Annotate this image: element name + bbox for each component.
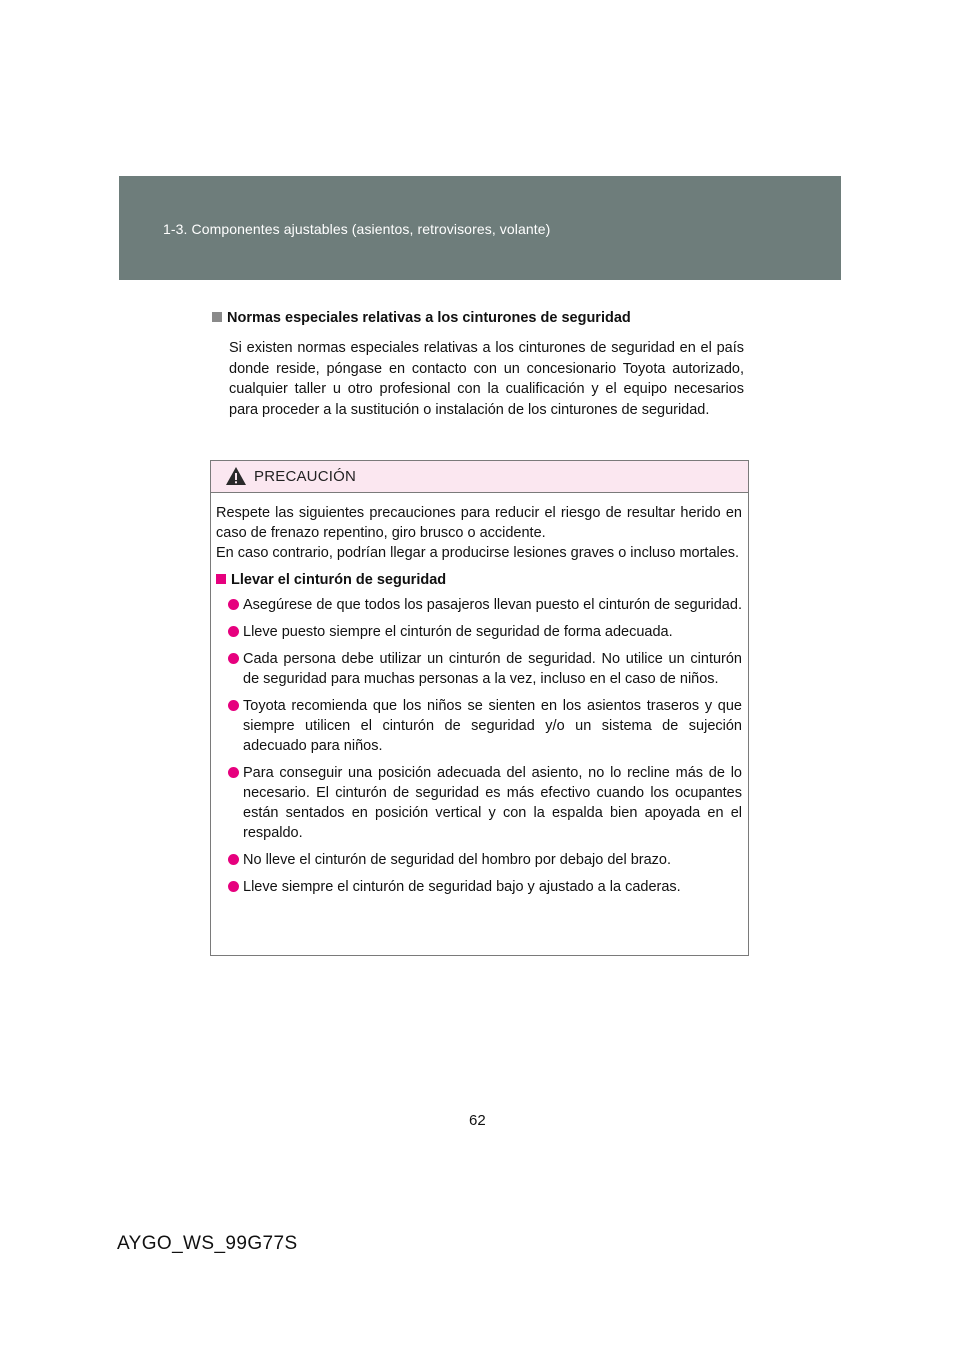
page-number: 62 [469, 1112, 486, 1129]
list-item [216, 877, 742, 897]
caution-title: PRECAUCIÓN [254, 468, 357, 485]
list-item [216, 649, 742, 689]
caution-box [210, 460, 749, 956]
list-item-text: Para conseguir una posición adecuada del asiento, no lo recline más de lo necesario. El cinturón de seguridad es más efectivo cuando los ocupantes están sentados en posición vertical y con la espalda bien apoyada en el respaldo. [243, 765, 742, 841]
caution-header [211, 461, 748, 493]
section-body: Si existen normas especiales relativas a los cinturones de seguridad en el país donde reside, póngase en contacto con un concesionario Toyota autorizado, cualquier taller u otro profesional con la cualificación y el equipo necesarios para proceder a la sustitución o instalación de los cinturones de seguridad. [229, 340, 744, 418]
list-item [216, 696, 742, 756]
list-item-text: Lleve siempre el cinturón de seguridad bajo y ajustado a la caderas. [243, 879, 681, 895]
caution-subheading [216, 570, 742, 590]
list-item [216, 595, 742, 615]
list-item [216, 763, 742, 843]
circle-bullet-icon [228, 599, 239, 610]
chapter-title: 1-3. Componentes ajustables (asientos, retrovisores, volante) [163, 221, 551, 237]
section-heading-text: Normas especiales relativas a los cinturones de seguridad [227, 310, 631, 326]
square-bullet-icon [212, 312, 222, 322]
list-item-text: Lleve puesto siempre el cinturón de seguridad de forma adecuada. [243, 624, 673, 640]
list-item-text: Asegúrese de que todos los pasajeros llevan puesto el cinturón de seguridad. [243, 597, 742, 613]
caution-subheading-text: Llevar el cinturón de seguridad [231, 572, 447, 588]
caution-intro-line-2: En caso contrario, podrían llegar a producirse lesiones graves o incluso mortales. [216, 545, 740, 561]
list-item-text: No lleve el cinturón de seguridad del hombro por debajo del brazo. [243, 852, 672, 868]
circle-bullet-icon [228, 767, 239, 778]
caution-list [216, 595, 742, 897]
square-bullet-icon [216, 574, 226, 584]
warning-triangle-icon [225, 466, 247, 486]
list-item-text: Toyota recomienda que los niños se sienten en los asientos traseros y que siempre utilicen el cinturón de seguridad y/o un sistema de sujeción adecuado para niños. [243, 698, 742, 754]
circle-bullet-icon [228, 854, 239, 865]
caution-content [211, 493, 748, 897]
special-rules-section [212, 308, 744, 420]
circle-bullet-icon [228, 700, 239, 711]
list-item [216, 622, 742, 642]
circle-bullet-icon [228, 626, 239, 637]
list-item [216, 850, 742, 870]
list-item-text: Cada persona debe utilizar un cinturón de seguridad. No utilice un cinturón de seguridad para muchas personas a la vez, incluso en el caso de niños. [243, 651, 742, 687]
circle-bullet-icon [228, 881, 239, 892]
section-heading [212, 308, 744, 328]
circle-bullet-icon [228, 653, 239, 664]
caution-intro-line-1: Respete las siguientes precauciones para reducir el riesgo de resultar herido en caso de frenazo repentino, giro brusco o accidente. [216, 505, 742, 541]
document-code: AYGO_WS_99G77S [117, 1233, 298, 1254]
caution-intro [216, 503, 742, 563]
chapter-header [119, 176, 841, 280]
